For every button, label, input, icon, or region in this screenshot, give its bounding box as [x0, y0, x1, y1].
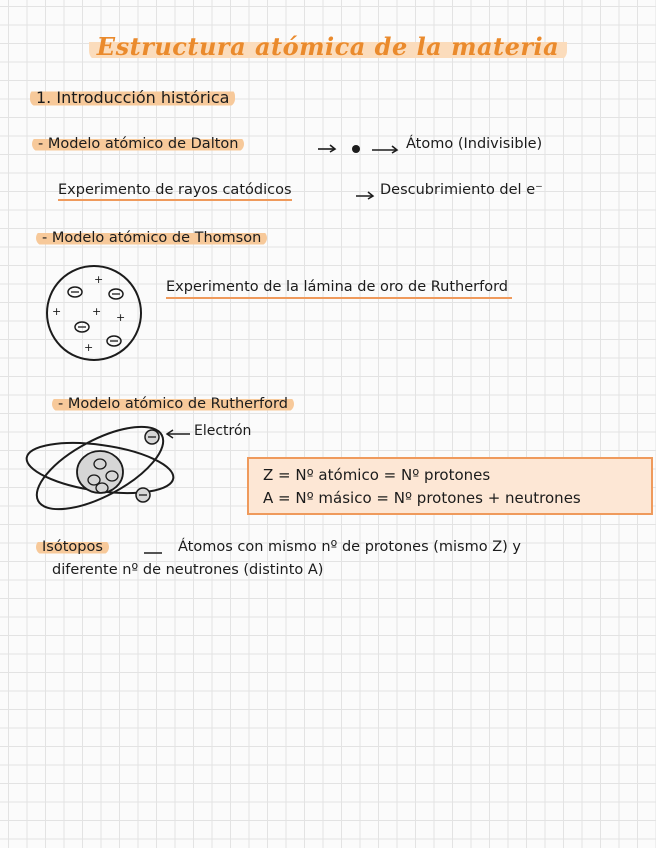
page-title-text: Estructura atómica de la materia — [89, 32, 567, 61]
thomson-label-text: - Modelo atómico de Thomson — [36, 230, 267, 246]
svg-text:+: + — [92, 305, 102, 318]
thomson-label — [36, 230, 267, 246]
dot-icon — [352, 145, 360, 153]
arrow-left-icon — [164, 427, 194, 441]
isotopos-term — [36, 539, 109, 555]
isotopos-definition-line2: diferente nº de neutrones (distinto A) — [52, 562, 324, 578]
isotopos-definition-line1: Átomos con mismo nº de protones (mismo Z) y — [178, 539, 522, 555]
arrow-right-icon — [354, 188, 378, 202]
section-heading-text: 1. Introducción histórica — [30, 88, 235, 107]
experiment-gold-foil — [166, 279, 512, 295]
formula-z: Z = Nº atómico = Nº protones — [263, 466, 491, 484]
dalton-arrow-icon — [316, 140, 406, 156]
experiment-cathode-result: Descubrimiento del e⁻ — [380, 182, 543, 198]
experiment-cathode-text: Experimento de rayos catódicos — [58, 182, 292, 201]
svg-text:+: + — [84, 341, 94, 354]
page-title — [0, 32, 656, 61]
dash-icon — [142, 548, 164, 556]
section-heading — [30, 88, 235, 107]
rutherford-label-text: - Modelo atómico de Rutherford — [52, 396, 294, 412]
formula-a: A = Nº másico = Nº protones + neutrones — [263, 489, 581, 507]
formula-box — [247, 457, 653, 515]
experiment-gold-foil-text: Experimento de la lámina de oro de Rutherford — [166, 279, 512, 299]
thomson-atom-icon — [40, 263, 150, 363]
svg-text:+: + — [116, 311, 126, 324]
isotopos-term-text: Isótopos — [36, 539, 109, 555]
electron-label: Electrón — [194, 423, 252, 439]
dalton-label-text: - Modelo atómico de Dalton — [32, 136, 244, 152]
svg-text:+: + — [94, 273, 104, 286]
rutherford-atom-icon — [22, 420, 182, 520]
rutherford-label — [52, 396, 294, 412]
dalton-label — [32, 136, 244, 152]
svg-text:+: + — [52, 305, 62, 318]
dalton-result: Átomo (Indivisible) — [406, 136, 543, 152]
experiment-cathode — [58, 182, 292, 198]
